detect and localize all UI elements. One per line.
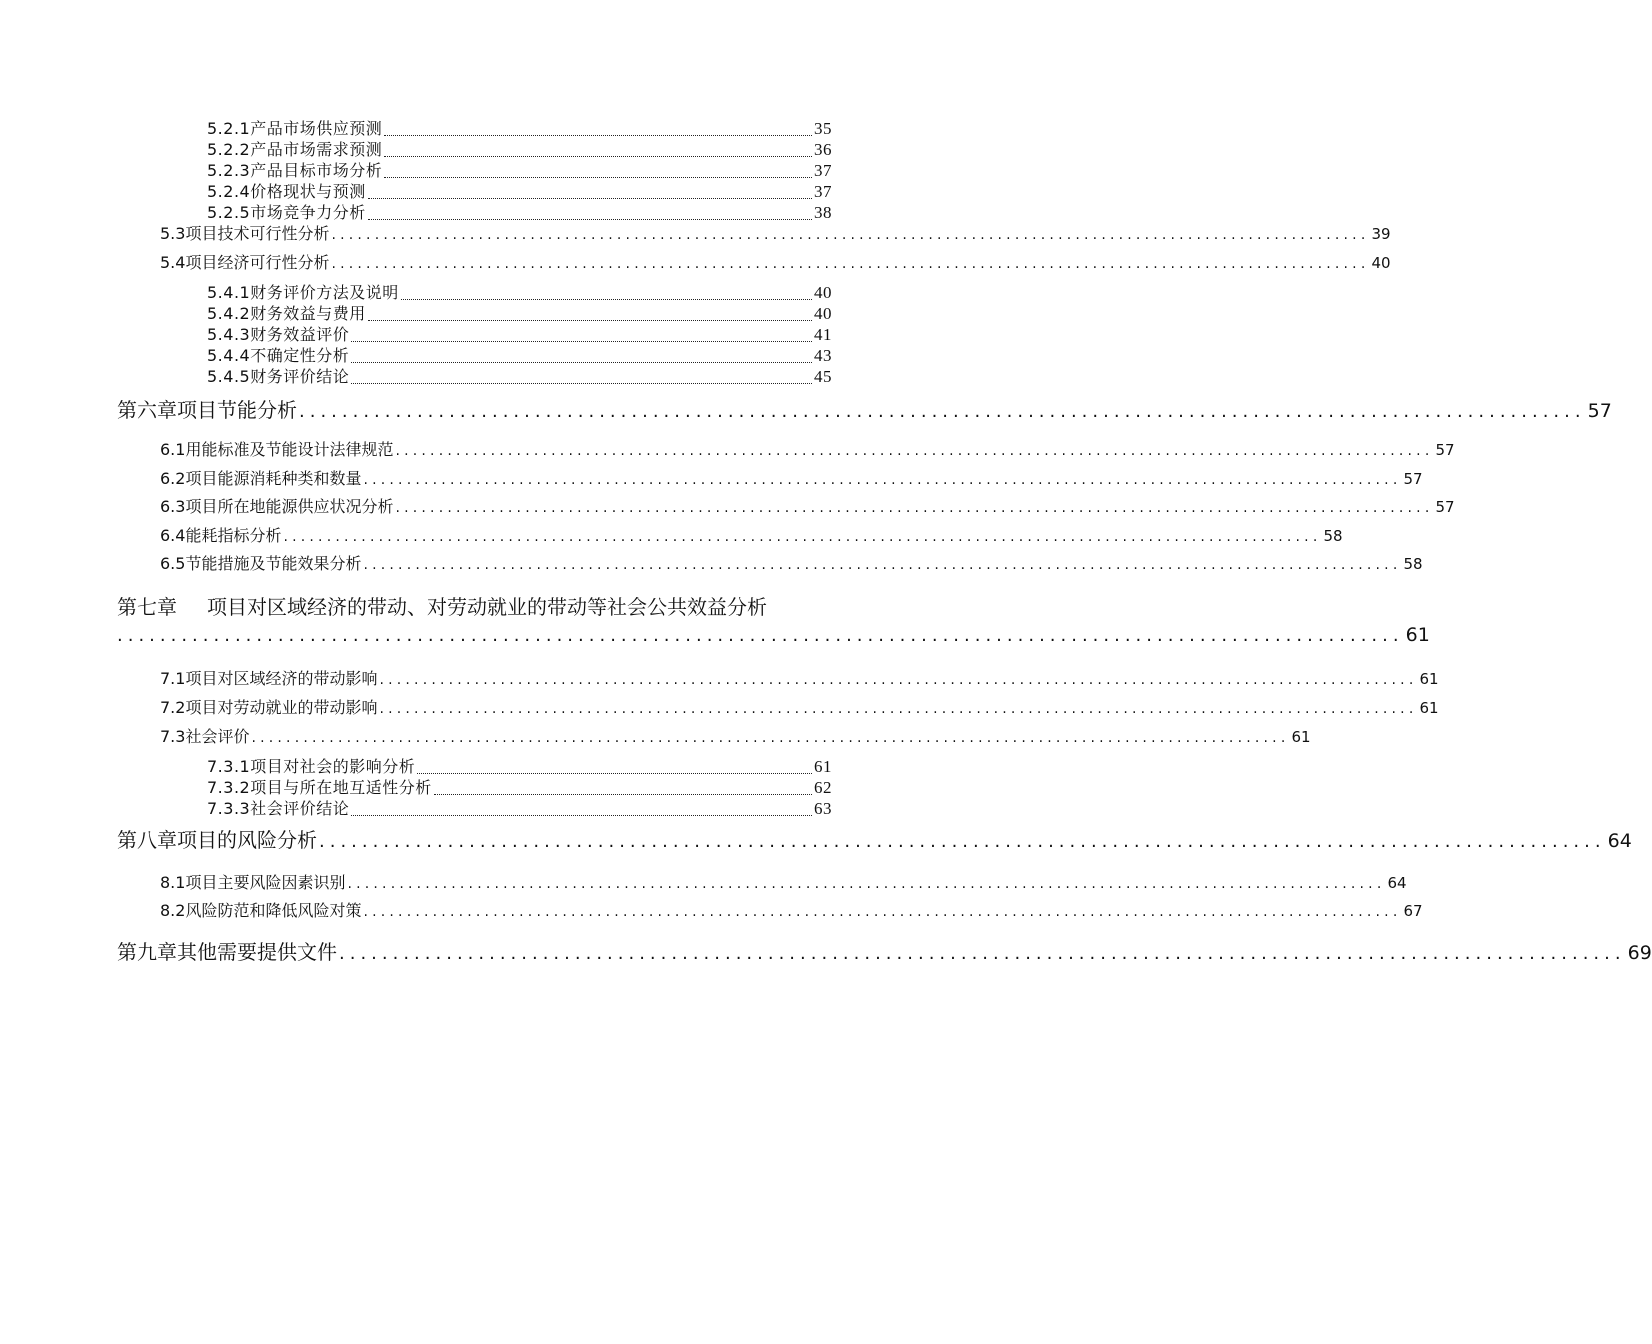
toc-entry-label: 6.1用能标准及节能设计法律规范 — [160, 440, 394, 459]
toc-chapter-9[interactable] — [117, 936, 1652, 965]
toc-chapter-title: 项目节能分析 — [177, 398, 297, 422]
toc-leader: ........................................................................................................................ — [299, 401, 1586, 422]
toc-page-number: 41 — [814, 325, 832, 344]
toc-leader — [434, 793, 812, 795]
toc-entry-5-2-1[interactable] — [207, 116, 832, 139]
toc-entry-label: 7.3.3社会评价结论 — [207, 799, 350, 818]
toc-entry-label: 5.2.3产品目标市场分析 — [207, 161, 383, 180]
toc-entry-6-4[interactable] — [160, 523, 1343, 546]
toc-chapter-number: 第八章 — [117, 828, 177, 852]
toc-page-number: 57 — [1403, 470, 1423, 488]
toc-entry-7-3[interactable] — [160, 724, 1311, 747]
toc-entry-label: 8.1项目主要风险因素识别 — [160, 873, 346, 892]
toc-chapter-7-page-line[interactable] — [117, 624, 1430, 646]
toc-page-number: 45 — [814, 367, 832, 386]
toc-entry-5-4-3[interactable] — [207, 322, 832, 345]
toc-leader — [351, 340, 812, 342]
toc-leader: ........................................................................................................................ — [117, 625, 1404, 646]
toc-entry-5-4[interactable] — [160, 250, 1391, 273]
toc-entry-5-2-4[interactable] — [207, 179, 832, 202]
toc-entry-label: 6.5节能措施及节能效果分析 — [160, 554, 362, 573]
toc-leader — [417, 772, 812, 774]
toc-leader — [368, 218, 812, 220]
toc-page-number: 57 — [1587, 400, 1612, 422]
toc-page-number: 61 — [1419, 699, 1439, 717]
toc-entry-6-2[interactable] — [160, 466, 1423, 489]
toc-page-number: 69 — [1627, 942, 1652, 964]
toc-entry-5-4-4[interactable] — [207, 343, 832, 366]
toc-entry-5-2-2[interactable] — [207, 137, 832, 160]
toc-entry-5-2-3[interactable] — [207, 158, 832, 181]
toc-page-number: 36 — [814, 140, 832, 159]
toc-chapter-6[interactable] — [117, 394, 1612, 423]
toc-page-number: 58 — [1323, 527, 1343, 545]
toc-leader: ........................................................................................................................ — [379, 672, 1418, 688]
toc-entry-7-2[interactable] — [160, 695, 1439, 718]
toc-entry-label: 6.4能耗指标分析 — [160, 526, 282, 545]
toc-leader: ........................................................................................................................ — [347, 876, 1386, 892]
toc-entry-8-1[interactable] — [160, 870, 1407, 893]
toc-entry-label: 5.2.1产品市场供应预测 — [207, 119, 383, 138]
toc-entry-label: 6.2项目能源消耗种类和数量 — [160, 469, 362, 488]
toc-entry-6-1[interactable] — [160, 437, 1455, 460]
toc-entry-label: 6.3项目所在地能源供应状况分析 — [160, 497, 394, 516]
toc-page-number: 64 — [1607, 830, 1632, 852]
toc-leader — [368, 197, 812, 199]
toc-entry-label: 5.4项目经济可行性分析 — [160, 253, 330, 272]
toc-entry-7-1[interactable] — [160, 666, 1439, 689]
toc-page-number: 58 — [1403, 555, 1423, 573]
toc-entry-8-2[interactable] — [160, 898, 1423, 921]
toc-page-number: 40 — [814, 283, 832, 302]
toc-leader — [384, 155, 812, 157]
toc-leader — [351, 361, 812, 363]
toc-leader: ........................................................................................................................ — [379, 701, 1418, 717]
toc-entry-label: 7.1项目对区域经济的带动影响 — [160, 669, 378, 688]
toc-leader: ........................................................................................................................ — [319, 831, 1606, 852]
toc-page-number: 61 — [1419, 670, 1439, 688]
toc-page-number: 39 — [1371, 225, 1391, 243]
toc-entry-label: 7.2项目对劳动就业的带动影响 — [160, 698, 378, 717]
toc-entry-label: 5.4.4不确定性分析 — [207, 346, 350, 365]
toc-entry-label: 5.4.2财务效益与费用 — [207, 304, 366, 323]
toc-entry-label: 5.3项目技术可行性分析 — [160, 224, 330, 243]
toc-leader: ........................................................................................................................ — [251, 730, 1290, 746]
toc-page-number: 57 — [1435, 441, 1455, 459]
toc-leader: ........................................................................................................................ — [283, 529, 1322, 545]
toc-leader — [368, 319, 812, 321]
toc-leader: ........................................................................................................................ — [363, 472, 1402, 488]
toc-leader: ........................................................................................................................ — [331, 227, 1370, 243]
toc-entry-6-3[interactable] — [160, 494, 1455, 517]
toc-chapter-title: 其他需要提供文件 — [177, 940, 337, 964]
toc-entry-label: 8.2风险防范和降低风险对策 — [160, 901, 362, 920]
toc-leader — [384, 176, 812, 178]
toc-entry-label: 7.3.2项目与所在地互适性分析 — [207, 778, 432, 797]
toc-entry-label: 5.2.2产品市场需求预测 — [207, 140, 383, 159]
toc-leader: ........................................................................................................................ — [395, 500, 1434, 516]
toc-entry-6-5[interactable] — [160, 551, 1423, 574]
toc-leader — [401, 298, 812, 300]
toc-page-number: 40 — [1371, 254, 1391, 272]
toc-leader — [351, 382, 812, 384]
toc-entry-label: 7.3.1项目对社会的影响分析 — [207, 757, 416, 776]
toc-entry-label: 5.4.1财务评价方法及说明 — [207, 283, 399, 302]
toc-page-number: 43 — [814, 346, 832, 365]
toc-chapter-title: 项目的风险分析 — [177, 828, 317, 852]
toc-chapter-number: 第六章 — [117, 398, 177, 422]
toc-entry-label: 5.4.5财务评价结论 — [207, 367, 350, 386]
toc-chapter-8[interactable] — [117, 824, 1632, 853]
toc-entry-7-3-3[interactable] — [207, 796, 832, 819]
toc-entry-7-3-2[interactable] — [207, 775, 832, 798]
toc-leader: ........................................................................................................................ — [363, 904, 1402, 920]
toc-entry-5-4-2[interactable] — [207, 301, 832, 324]
toc-page-number: 67 — [1403, 902, 1423, 920]
toc-page-number: 62 — [814, 778, 832, 797]
toc-chapter-7[interactable] — [117, 591, 832, 620]
toc-leader: ........................................................................................................................ — [363, 557, 1402, 573]
toc-entry-label: 5.2.4价格现状与预测 — [207, 182, 366, 201]
toc-entry-5-2-5[interactable] — [207, 200, 832, 223]
toc-entry-label: 5.2.5市场竞争力分析 — [207, 203, 366, 222]
toc-entry-7-3-1[interactable] — [207, 754, 832, 777]
toc-entry-5-4-1[interactable] — [207, 280, 832, 303]
toc-leader — [384, 134, 812, 136]
toc-page-number: 61 — [1405, 624, 1430, 646]
toc-page-number: 63 — [814, 799, 832, 818]
toc-entry-label: 7.3社会评价 — [160, 727, 250, 746]
toc-leader: ........................................................................................................................ — [395, 443, 1434, 459]
toc-page-number: 64 — [1387, 874, 1407, 892]
toc-page-number: 38 — [814, 203, 832, 222]
toc-chapter-number: 第九章 — [117, 940, 177, 964]
toc-entry-5-4-5[interactable] — [207, 364, 832, 387]
toc-chapter-title: 项目对区域经济的带动、对劳动就业的带动等社会公共效益分析 — [207, 595, 767, 619]
toc-chapter-number: 第七章 — [117, 595, 177, 619]
toc-leader: ........................................................................................................................ — [339, 943, 1626, 964]
toc-page-number: 37 — [814, 182, 832, 201]
toc-entry-5-3[interactable] — [160, 221, 1391, 244]
toc-page-number: 37 — [814, 161, 832, 180]
toc-page-number: 61 — [814, 757, 832, 776]
toc-page-number: 61 — [1291, 728, 1311, 746]
toc-page-number: 40 — [814, 304, 832, 323]
toc-page-number: 35 — [814, 119, 832, 138]
toc-leader: ........................................................................................................................ — [331, 256, 1370, 272]
toc-leader — [351, 814, 812, 816]
toc-page-number: 57 — [1435, 498, 1455, 516]
toc-entry-label: 5.4.3财务效益评价 — [207, 325, 350, 344]
